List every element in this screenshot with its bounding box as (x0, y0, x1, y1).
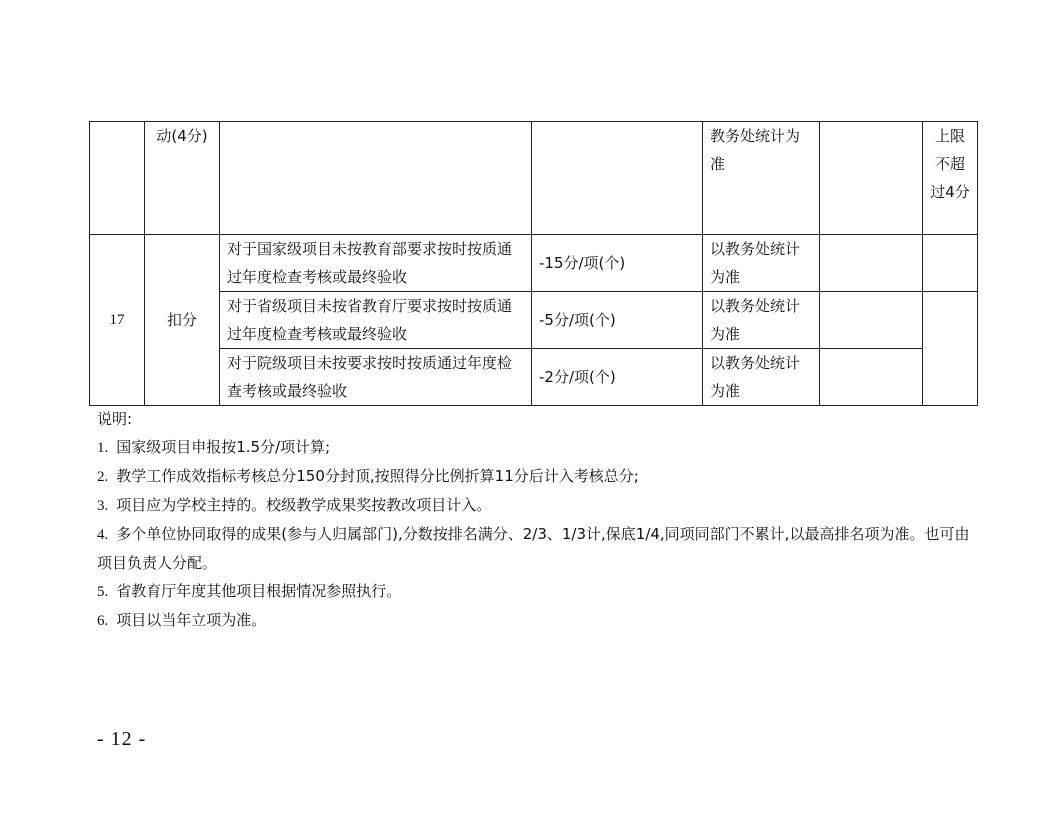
cell-blank (820, 292, 923, 349)
cell-basis-provincial: 以教务处统计为准 (703, 292, 820, 349)
cell-basis: 教务处统计为准 (703, 122, 820, 235)
cell-blank (820, 349, 923, 406)
cell-basis-college: 以教务处统计为准 (703, 349, 820, 406)
note-text: 项目以当年立项为准。 (116, 611, 267, 629)
cell-blank (820, 122, 923, 235)
cell-desc-college: 对于院级项目未按要求按时按质通过年度检查考核或最终验收 (220, 349, 532, 406)
table-row-17-c (90, 349, 978, 406)
note-item (97, 433, 977, 462)
assessment-table (89, 121, 978, 406)
cell-item-name-deduction: 扣分 (145, 235, 220, 406)
notes-title: 说明: (97, 410, 133, 428)
cell-limit-empty (923, 292, 978, 406)
note-item (97, 491, 977, 520)
cell-desc-empty (220, 122, 532, 235)
page-number: - 12 - (97, 728, 147, 750)
note-text: 多个单位协同取得的成果(参与人归属部门),分数按排名满分、2/3、1/3计,保底1/4,同项同部门不累计,以最高排名项为准。也可由项目负责人分配。 (97, 525, 970, 572)
note-index: 1. (97, 440, 109, 456)
cell-score-college: -2分/项(个) (532, 349, 703, 406)
note-index: 6. (97, 613, 109, 629)
cell-desc-provincial: 对于省级项目未按省教育厅要求按时按质通过年度检查考核或最终验收 (220, 292, 532, 349)
note-item (97, 577, 977, 606)
table-row-top (90, 122, 978, 235)
note-item (97, 520, 977, 577)
note-text: 国家级项目申报按1.5分/项计算; (116, 438, 331, 456)
note-index: 3. (97, 498, 109, 514)
note-text: 教学工作成效指标考核总分150分封顶,按照得分比例折算11分后计入考核总分; (116, 467, 639, 485)
notes-section (97, 405, 977, 635)
note-index: 2. (97, 469, 109, 485)
note-index: 4. (97, 527, 109, 543)
cell-score-empty (532, 122, 703, 235)
note-index: 5. (97, 584, 109, 600)
cell-blank (820, 235, 923, 292)
note-text: 省教育厅年度其他项目根据情况参照执行。 (116, 582, 402, 600)
note-text: 项目应为学校主持的。校级教学成果奖按教改项目计入。 (116, 496, 492, 514)
cell-score-national: -15分/项(个) (532, 235, 703, 292)
note-item (97, 606, 977, 635)
cell-basis-national: 以教务处统计为准 (703, 235, 820, 292)
cell-item-name: 动(4分) (145, 122, 220, 235)
note-item (97, 462, 977, 491)
cell-limit-empty (923, 235, 978, 292)
table-row-17-a (90, 235, 978, 292)
cell-limit: 上限不超过4分 (923, 122, 978, 235)
cell-number-empty (90, 122, 145, 235)
cell-row-number: 17 (90, 235, 145, 406)
table-row-17-b (90, 292, 978, 349)
cell-score-provincial: -5分/项(个) (532, 292, 703, 349)
cell-desc-national: 对于国家级项目未按教育部要求按时按质通过年度检查考核或最终验收 (220, 235, 532, 292)
